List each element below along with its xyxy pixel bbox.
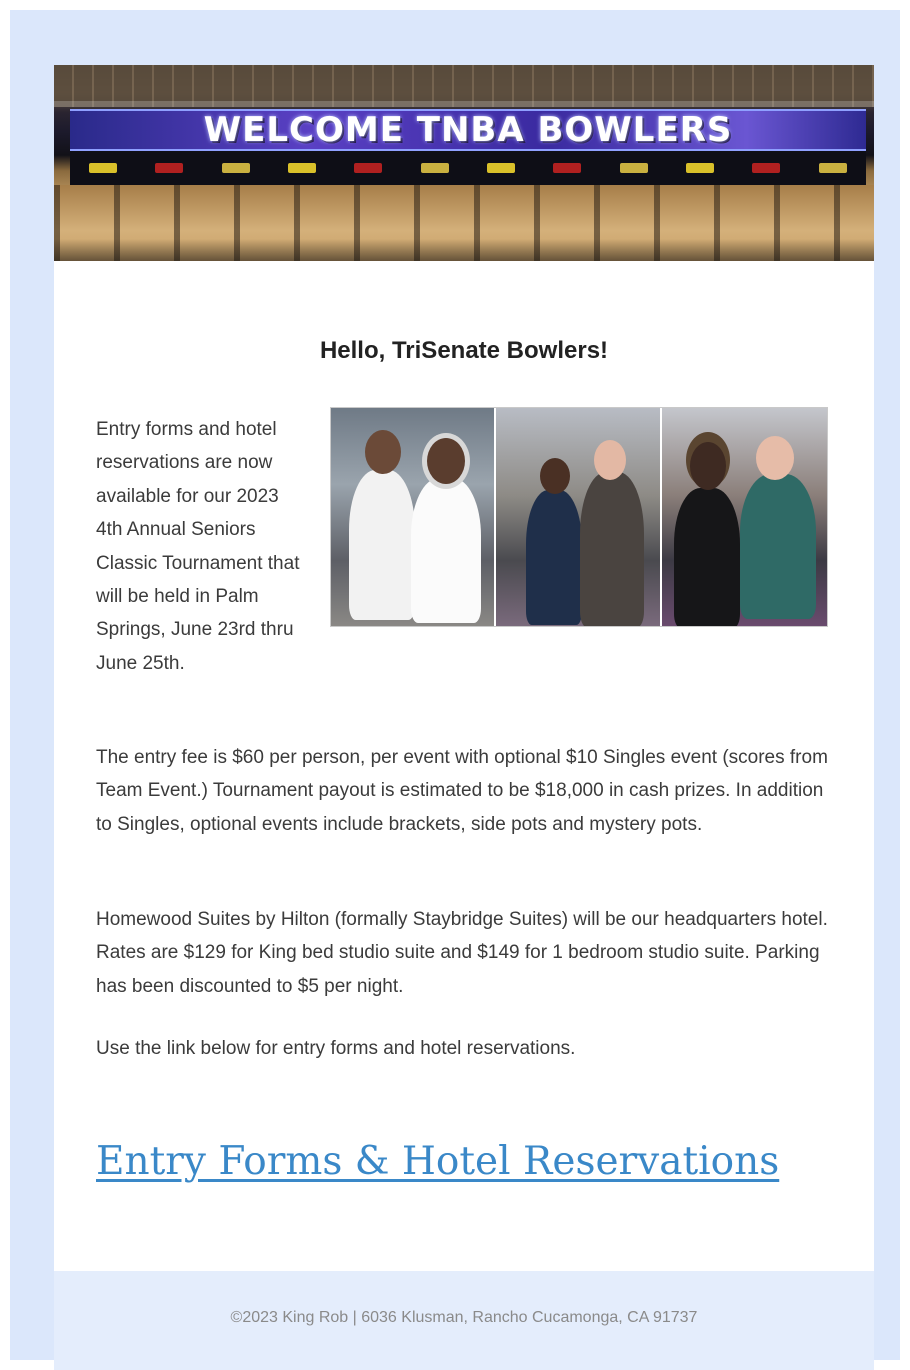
greeting-heading: Hello, TriSenate Bowlers! xyxy=(319,337,609,364)
lane-logos xyxy=(70,151,866,185)
email-card xyxy=(54,65,874,1370)
hotel-paragraph: Homewood Suites by Hilton (formally Staybridge Suites) will be our headquarters hotel. Rates are $129 for King bed studio suite and $149 for 1 bedroom studio suite. Parking has been discounted to $5 per night. xyxy=(96,909,828,997)
photo-bowlers-2 xyxy=(496,408,661,626)
intro-paragraph: Entry forms and hotel reservations are now available for our 2023 4th Annual Seniors Classic Tournament that will be held in Palm Springs, June 23rd thru June 25th. xyxy=(96,419,300,674)
email-background xyxy=(10,10,900,1360)
entry-fee-paragraph: The entry fee is $60 per person, per event with optional $10 Singles event (scores from Team Event.) Tournament payout is estimated to be $18,000 in cash prizes. In addition to Singles, optional events include brackets, side pots and mystery pots. xyxy=(96,747,828,835)
photo-bowlers-1 xyxy=(331,408,496,626)
link-intro-paragraph: Use the link below for entry forms and hotel reservations. xyxy=(96,1038,576,1059)
footer-text: ©2023 King Rob | 6036 Klusman, Rancho Cucamonga, CA 91737 xyxy=(230,1309,698,1326)
entry-forms-link[interactable]: Entry Forms & Hotel Reservations xyxy=(96,1139,780,1184)
bowling-lanes xyxy=(54,185,874,261)
footer xyxy=(54,1271,874,1370)
banner-image xyxy=(54,65,874,261)
banner-marquee xyxy=(70,109,866,151)
banner-title: WELCOME TNBA BOWLERS xyxy=(203,110,733,150)
photo-bowlers-3 xyxy=(662,408,827,626)
photo-collage xyxy=(330,407,828,627)
